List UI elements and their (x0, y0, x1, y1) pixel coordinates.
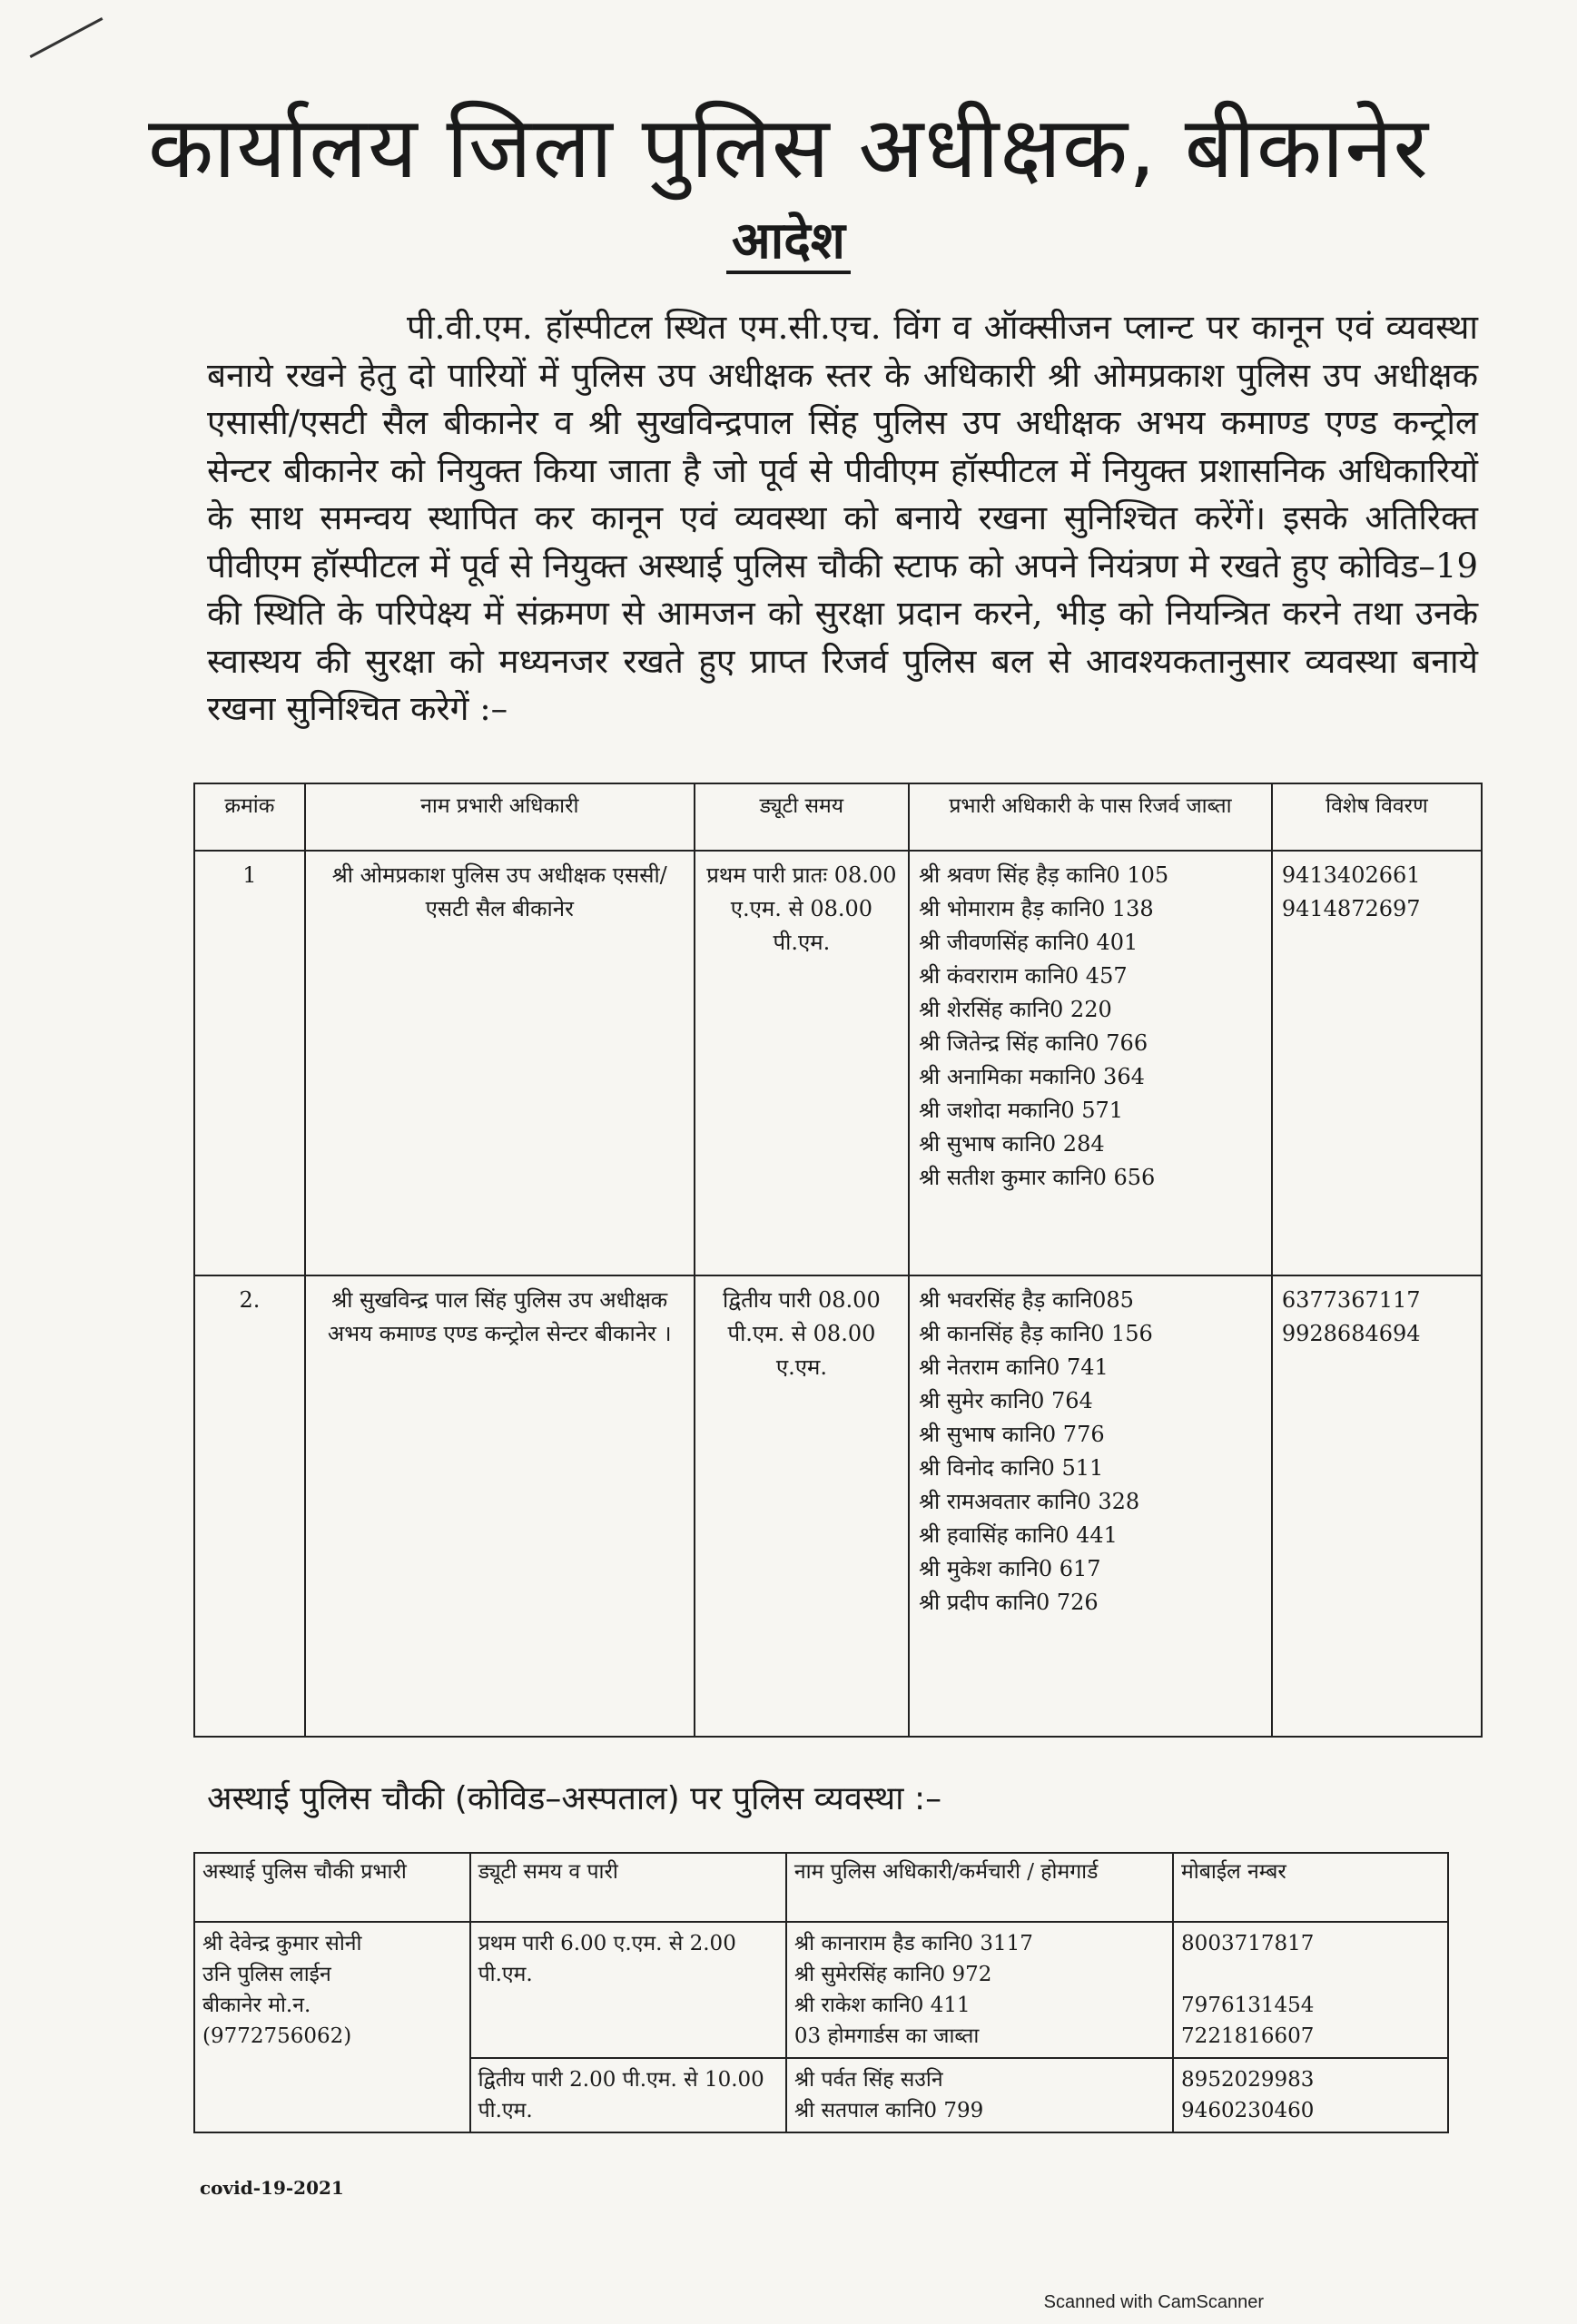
table-row (194, 1275, 1482, 1737)
reserve-member: श्री प्रदीप कानि0 726 (919, 1590, 1099, 1615)
shift-cell: द्वितीय पारी 2.00 पी.एम. से 10.00 पी.एम. (470, 2058, 786, 2132)
header-details: विशेष विवरण (1272, 783, 1482, 851)
header-officer: नाम प्रभारी अधिकारी (305, 783, 695, 851)
reserve-member: श्री कानसिंह हैड़ कानि0 156 (919, 1321, 1153, 1346)
reserve-force-cell (909, 1275, 1272, 1737)
mobile-number: 8003717817 (1181, 1932, 1315, 1955)
shift-cell: प्रथम पारी 6.00 ए.एम. से 2.00 पी.एम. (470, 1922, 786, 2058)
staff-member: श्री राकेश कानि0 411 (793, 1994, 971, 2017)
staff-member: श्री सुमेरसिंह कानि0 972 (793, 1963, 992, 1986)
temporary-post-table-header (194, 1853, 1448, 1922)
reserve-member: श्री जितेन्द्र सिंह कानि0 766 (919, 1030, 1148, 1056)
reserve-member: श्री रामअवतार कानि0 328 (919, 1489, 1140, 1514)
staff-member: श्री पर्वत सिंह सउनि (793, 2068, 943, 2092)
table-row (194, 851, 1482, 1275)
phone-number: 9928684694 (1281, 1321, 1421, 1346)
mobile-number: 7976131454 (1181, 1994, 1315, 2017)
header-mobile: मोबाईल नम्बर (1173, 1853, 1448, 1922)
incharge-line: उनि पुलिस लाईन (202, 1963, 331, 1986)
header-post-incharge: अस्थाई पुलिस चौकी प्रभारी (194, 1853, 470, 1922)
reserve-member: श्री अनामिका मकानि0 364 (919, 1064, 1145, 1089)
incharge-line: बीकानेर मो.न. (202, 1994, 311, 2017)
header-serial: क्रमांक (194, 783, 305, 851)
mobile-number: 7221816607 (1181, 2024, 1315, 2048)
reserve-member: श्री जशोदा मकानि0 571 (919, 1098, 1124, 1123)
scanner-watermark: Scanned with CamScanner (1043, 2292, 1264, 2312)
mobile-cell (1173, 2058, 1448, 2132)
header-duty-time: ड्यूटी समय (695, 783, 909, 851)
incharge-cell (194, 1922, 470, 2132)
mobile-number: 9460230460 (1181, 2099, 1315, 2122)
header-shift: ड्यूटी समय व पारी (470, 1853, 786, 1922)
reserve-member: श्री मुकेश कानि0 617 (919, 1556, 1101, 1581)
mobile-number: 8952029983 (1181, 2068, 1315, 2092)
staff-member: श्री सतपाल कानि0 799 (793, 2099, 984, 2122)
reserve-member: श्री सुभाष कानि0 284 (919, 1131, 1105, 1157)
document-code: covid-19-2021 (200, 2177, 344, 2199)
reserve-member: श्री सुभाष कानि0 776 (919, 1422, 1105, 1447)
reserve-member: श्री भवरसिंह हैड़ कानि085 (919, 1287, 1134, 1313)
reserve-member: श्री नेतराम कानि0 741 (919, 1354, 1109, 1380)
phone-number: 6377367117 (1281, 1287, 1421, 1313)
duty-time-cell: प्रथम पारी प्रातः 08.00 ए.एम. से 08.00 पी.एम. (695, 851, 909, 1275)
phone-number: 9414872697 (1281, 896, 1421, 921)
duty-table (193, 783, 1483, 1738)
reserve-member: श्री सुमेर कानि0 764 (919, 1388, 1093, 1413)
reserve-member: श्री श्रवण सिंह हैड़ कानि0 105 (919, 862, 1169, 888)
officer-cell: श्री सुखविन्द्र पाल सिंह पुलिस उप अधीक्षक अभय कमाण्ड एण्ड कन्ट्रोल सेन्टर बीकानेर । (305, 1275, 695, 1737)
reserve-member: श्री हवासिंह कानि0 441 (919, 1522, 1118, 1548)
pen-mark (30, 17, 103, 58)
header-staff: नाम पुलिस अधिकारी/कर्मचारी / होमगार्ड (786, 1853, 1173, 1922)
order-heading (0, 204, 1577, 273)
reserve-member: श्री कंवराराम कानि0 457 (919, 963, 1128, 989)
reserve-member: श्री शेरसिंह कानि0 220 (919, 997, 1112, 1022)
order-heading-text: आदेश (726, 212, 851, 274)
details-cell (1272, 1275, 1482, 1737)
mobile-cell (1173, 1922, 1448, 2058)
staff-cell (786, 2058, 1173, 2132)
incharge-line: श्री देवेन्द्र कुमार सोनी (202, 1932, 362, 1955)
header-reserve-force: प्रभारी अधिकारी के पास रिजर्व जाब्ता (909, 783, 1272, 851)
staff-member: श्री कानाराम हैड कानि0 3117 (793, 1932, 1033, 1955)
details-cell (1272, 851, 1482, 1275)
duty-time-cell: द्वितीय पारी 08.00 पी.एम. से 08.00 ए.एम. (695, 1275, 909, 1737)
phone-number: 9413402661 (1281, 862, 1421, 888)
mobile-number (1181, 1959, 1440, 1990)
order-body-paragraph: पी.वी.एम. हॉस्पीटल स्थित एम.सी.एच. विंग व ऑक्सीजन प्लान्ट पर कानून एवं व्यवस्था बनाये रखने हेतु दो पारियों में पुलिस उप अधीक्षक स्तर के अधिकारी श्री ओमप्रकाश पुलिस उप अधीक्षक एसासी/एसटी सैल बीकानेर व श्री सुखविन्द्रपाल सिंह पुलिस उप अधीक्षक अभय कमाण्ड एण्ड कन्ट्रोल सेन्टर बीकानेर को नियुक्त किया जाता है जो पूर्व से पीवीएम हॉस्पीटल में नियुक्त प्रशासनिक अधिकारियों के साथ समन्वय स्थापित कर कानून एवं व्यवस्था को बनाये रखना सुनिश्चित करेंगें। इसके अतिरिक्त पीवीएम हॉस्पीटल में पूर्व से नियुक्त अस्थाई पुलिस चौकी स्टाफ को अपने नियंत्रण मे रखते हुए कोविड–19 की स्थिति के परिपेक्ष्य में संक्रमण से आमजन को सुरक्षा प्रदान करने, भीड़ को नियन्त्रित करने तथा उनके स्वास्थय की सुरक्षा को मध्यनजर रखते हुए प्राप्त रिजर्व पुलिस बल से आवश्यकतानुसार व्यवस्था बनाये रखना सुनिश्चित करेगें :– (207, 308, 1478, 728)
section-heading-temporary-post: अस्थाई पुलिस चौकी (कोविड–अस्पताल) पर पुलिस व्यवस्था :– (207, 1780, 942, 1817)
office-title: कार्यालय जिला पुलिस अधीक्षक, बीकानेर (148, 99, 1429, 198)
serial-cell: 1 (194, 851, 305, 1275)
incharge-line: (9772756062) (202, 2024, 352, 2048)
reserve-force-cell (909, 851, 1272, 1275)
table-row (194, 1922, 1448, 2058)
duty-table-header (194, 783, 1482, 851)
reserve-member: श्री विनोद कानि0 511 (919, 1455, 1104, 1481)
officer-cell: श्री ओमप्रकाश पुलिस उप अधीक्षक एससी/एसटी सैल बीकानेर (305, 851, 695, 1275)
reserve-member: श्री जीवणसिंह कानि0 401 (919, 930, 1138, 955)
staff-member: 03 होमगार्डस का जाब्ता (793, 2024, 980, 2048)
reserve-member: श्री सतीश कुमार कानि0 656 (919, 1165, 1156, 1190)
staff-cell (786, 1922, 1173, 2058)
serial-cell: 2. (194, 1275, 305, 1737)
temporary-post-table (193, 1852, 1449, 2133)
reserve-member: श्री भोमाराम हैड़ कानि0 138 (919, 896, 1154, 921)
